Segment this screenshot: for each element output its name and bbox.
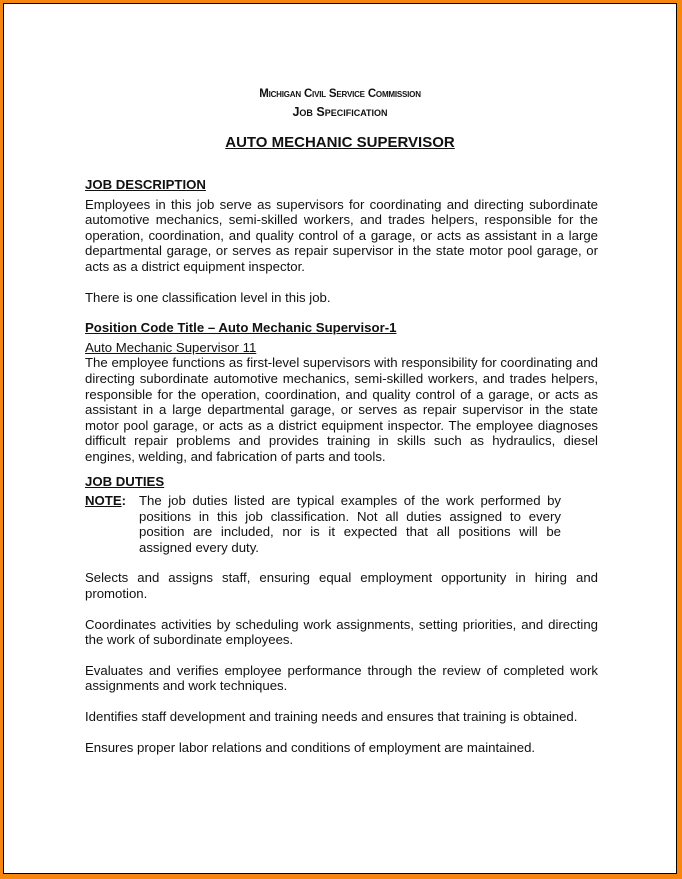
classification-note: There is one classification level in this job.: [85, 289, 331, 305]
position-description: The employee functions as first-level supervisors with responsibility for coordinating and directing subordinate automotive mechanics, semi-skilled workers, and trades helpers, responsible for the operation, coordination, and quality control of a garage, or acts as assistant in a large departmental garage, or serves as repair supervisor in the state motor pool garage, or acts as a district equipment inspector. The employee diagnoses difficult repair problems and provides training in skills such as hydraulics, diesel engines, welding, and fabrication of parts and tools.: [85, 355, 598, 464]
document-page: [4, 4, 676, 873]
duty-item: Coordinates activities by scheduling work assignments, setting priorities, and directing the work of subordinate employees.: [85, 616, 598, 648]
position-code-title: Position Code Title – Auto Mechanic Supervisor-1: [85, 320, 397, 336]
duty-item: Evaluates and verifies employee performance through the review of completed work assignments and work techniques.: [85, 662, 598, 694]
job-description-paragraph: Employees in this job serve as supervisors for coordinating and directing subordinate automotive mechanics, semi-skilled workers, and trades helpers, responsible for the operation, coordination, and quality control of a garage, or acts as assistant in a large departmental garage, or serves as repair supervisor in the state motor pool garage, or acts as a district equipment inspector.: [85, 196, 598, 274]
position-level-title: Auto Mechanic Supervisor 11: [85, 339, 257, 355]
organization-name: Michigan Civil Service Commission: [259, 88, 421, 100]
page-title: AUTO MECHANIC SUPERVISOR: [225, 134, 455, 151]
duty-item: Selects and assigns staff, ensuring equal employment opportunity in hiring and promotion.: [85, 570, 598, 602]
job-description-heading: JOB DESCRIPTION: [85, 177, 206, 192]
note-label: [85, 493, 139, 555]
job-description-section: [85, 177, 598, 305]
note-colon: :: [121, 493, 127, 509]
duty-item: Ensures proper labor relations and conditions of employment are maintained.: [85, 739, 536, 755]
job-duties-heading: JOB DUTIES: [85, 473, 165, 489]
duty-item: Identifies staff development and training needs and ensures that training is obtained.: [85, 709, 578, 725]
note-label-text: NOTE: [85, 493, 122, 509]
document-frame: [3, 3, 677, 874]
job-duties-section: [85, 474, 598, 756]
note-block: [85, 493, 598, 555]
position-section: [85, 320, 598, 464]
note-text: The job duties listed are typical examples of the work performed by positions in this job classification. Not all duties assigned to every position are included, nor is it expected that all positions will be assigned every duty.: [139, 493, 561, 555]
document-type: Job Specification: [292, 105, 388, 119]
document-body: [85, 177, 598, 755]
